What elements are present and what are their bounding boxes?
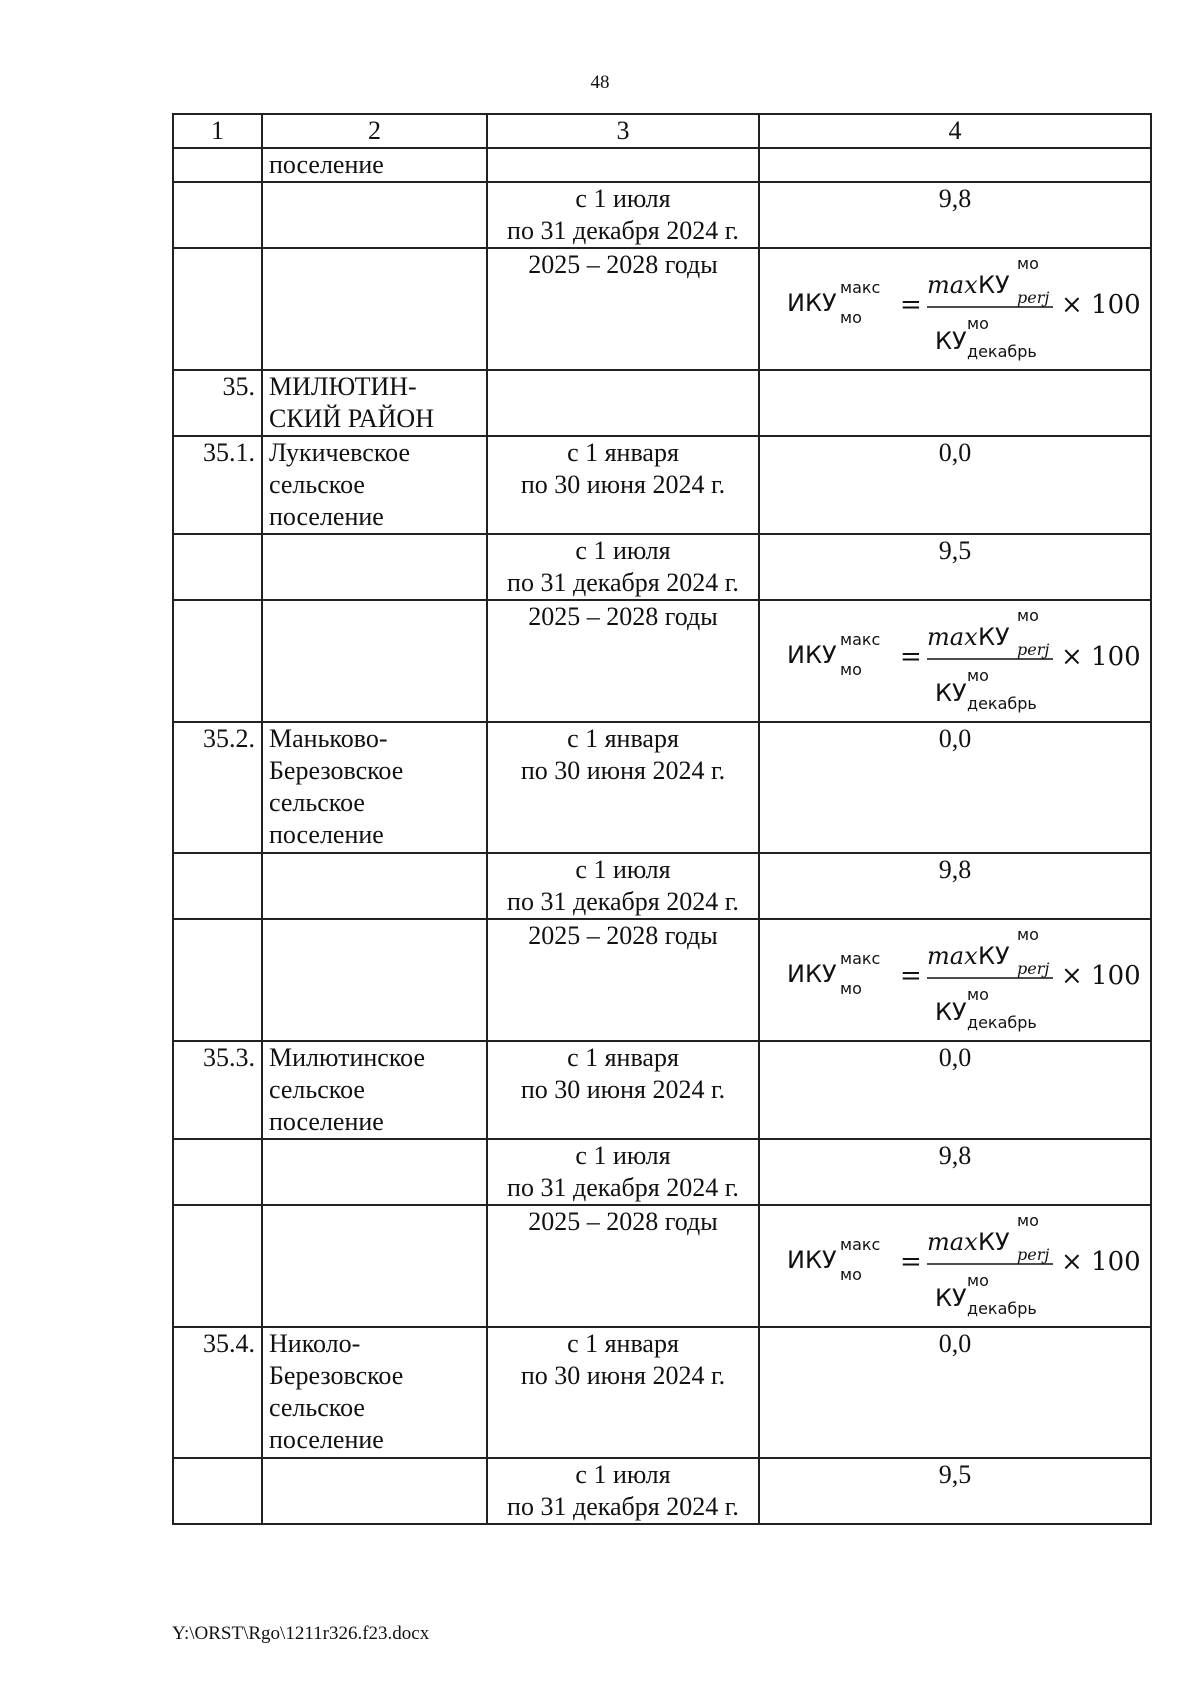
table-row bbox=[173, 1139, 1151, 1205]
column-header-3: 3 bbox=[487, 114, 759, 148]
formula-equals: = bbox=[900, 961, 922, 991]
period-cell: с 1 июля по 31 декабря 2024 г. bbox=[487, 853, 759, 919]
formula-lhs: ИКУ bbox=[787, 1246, 837, 1274]
municipality-name-cell: Лукичевское сельское поселение bbox=[262, 436, 487, 534]
formula-num-ku: КУ bbox=[978, 271, 1010, 299]
formula-lhs-sub: мо bbox=[840, 979, 862, 998]
formula-num-sub: perj bbox=[1017, 288, 1050, 307]
formula-lhs: ИКУ bbox=[787, 289, 837, 317]
formula-lhs-sup: макс bbox=[840, 949, 881, 968]
column-header-1: 1 bbox=[173, 114, 262, 148]
row-number-cell bbox=[173, 148, 262, 182]
row-number-cell: 35.2. bbox=[173, 722, 262, 853]
municipality-name-cell bbox=[262, 534, 487, 600]
period-cell: с 1 января по 30 июня 2024 г. bbox=[487, 722, 759, 853]
table-row bbox=[173, 853, 1151, 919]
period-cell: с 1 июля по 31 декабря 2024 г. bbox=[487, 534, 759, 600]
formula-lhs-sup: макс bbox=[840, 278, 881, 297]
iku-formula bbox=[785, 1206, 1141, 1318]
table-body bbox=[173, 148, 1151, 1524]
formula-times-100: × 100 bbox=[1061, 290, 1141, 320]
formula-den-ku: КУ bbox=[935, 998, 967, 1026]
table-row bbox=[173, 919, 1151, 1041]
formula-num-ku: КУ bbox=[978, 623, 1010, 651]
page-number: 48 bbox=[590, 72, 610, 93]
formula-den-sub: декабрь bbox=[967, 694, 1037, 713]
municipality-name-cell bbox=[262, 600, 487, 722]
formula-den-ku: КУ bbox=[935, 327, 967, 355]
row-number-cell bbox=[173, 1458, 262, 1524]
formula-num-sup: мо bbox=[1017, 1211, 1039, 1230]
formula-cell bbox=[759, 248, 1151, 370]
row-number-cell bbox=[173, 853, 262, 919]
formula-num-ku: КУ bbox=[978, 1228, 1010, 1256]
formula-max: max bbox=[927, 942, 978, 970]
formula-den-sup: мо bbox=[967, 985, 989, 1004]
period-cell: 2025 – 2028 годы bbox=[487, 600, 759, 722]
period-cell: с 1 июля по 31 декабря 2024 г. bbox=[487, 1139, 759, 1205]
file-path-footer: Y:\ORST\Rgo\1211r326.f23.docx bbox=[172, 1623, 430, 1644]
value-cell: 0,0 bbox=[759, 436, 1151, 534]
table-row bbox=[173, 600, 1151, 722]
row-number-cell: 35. bbox=[173, 370, 262, 436]
formula-den-sup: мо bbox=[967, 314, 989, 333]
period-cell bbox=[487, 370, 759, 436]
period-cell: 2025 – 2028 годы bbox=[487, 1205, 759, 1327]
table-row bbox=[173, 370, 1151, 436]
table-row bbox=[173, 248, 1151, 370]
table-row bbox=[173, 148, 1151, 182]
formula-max: max bbox=[927, 271, 978, 299]
formula-den-sub: декабрь bbox=[967, 1013, 1037, 1032]
formula-lhs-sub: мо bbox=[840, 1265, 862, 1284]
municipality-name-cell bbox=[262, 1458, 487, 1524]
row-number-cell bbox=[173, 1205, 262, 1327]
formula-cell bbox=[759, 919, 1151, 1041]
value-cell bbox=[759, 148, 1151, 182]
municipality-name-cell: Николо- Березовское сельское поселение bbox=[262, 1327, 487, 1458]
formula-num-sub: perj bbox=[1017, 1245, 1050, 1264]
formula-den-sup: мо bbox=[967, 666, 989, 685]
formula-times-100: × 100 bbox=[1061, 642, 1141, 672]
table-row bbox=[173, 1458, 1151, 1524]
table-row bbox=[173, 436, 1151, 534]
formula-den-ku: КУ bbox=[935, 1284, 967, 1312]
municipality-name-cell: Маньково- Березовское сельское поселение bbox=[262, 722, 487, 853]
value-cell: 0,0 bbox=[759, 722, 1151, 853]
formula-lhs-sup: макс bbox=[840, 630, 881, 649]
formula-max: max bbox=[927, 623, 978, 651]
period-cell: с 1 июля по 31 декабря 2024 г. bbox=[487, 182, 759, 248]
period-cell: 2025 – 2028 годы bbox=[487, 919, 759, 1041]
table-row bbox=[173, 1327, 1151, 1458]
data-table bbox=[172, 113, 1152, 1525]
formula-den-sup: мо bbox=[967, 1271, 989, 1290]
period-cell: с 1 января по 30 июня 2024 г. bbox=[487, 436, 759, 534]
header-row bbox=[173, 114, 1151, 148]
formula-num-sub: perj bbox=[1017, 959, 1050, 978]
table-row bbox=[173, 1041, 1151, 1139]
formula-den-sub: декабрь bbox=[967, 342, 1037, 361]
formula-num-sup: мо bbox=[1017, 254, 1039, 273]
row-number-cell bbox=[173, 534, 262, 600]
period-cell bbox=[487, 148, 759, 182]
formula-equals: = bbox=[900, 642, 922, 672]
municipality-name-cell bbox=[262, 919, 487, 1041]
iku-formula bbox=[785, 920, 1141, 1032]
row-number-cell bbox=[173, 600, 262, 722]
municipality-name-cell bbox=[262, 1139, 487, 1205]
row-number-cell bbox=[173, 919, 262, 1041]
value-cell: 9,8 bbox=[759, 853, 1151, 919]
formula-lhs: ИКУ bbox=[787, 641, 837, 669]
row-number-cell bbox=[173, 248, 262, 370]
column-header-4: 4 bbox=[759, 114, 1151, 148]
row-number-cell: 35.1. bbox=[173, 436, 262, 534]
period-cell: с 1 июля по 31 декабря 2024 г. bbox=[487, 1458, 759, 1524]
period-cell: 2025 – 2028 годы bbox=[487, 248, 759, 370]
iku-formula bbox=[785, 249, 1141, 361]
period-cell: с 1 января по 30 июня 2024 г. bbox=[487, 1327, 759, 1458]
formula-lhs-sup: макс bbox=[840, 1235, 881, 1254]
formula-num-sub: perj bbox=[1017, 640, 1050, 659]
value-cell: 0,0 bbox=[759, 1327, 1151, 1458]
column-header-2: 2 bbox=[262, 114, 487, 148]
municipality-name-cell bbox=[262, 248, 487, 370]
formula-equals: = bbox=[900, 290, 922, 320]
period-cell: с 1 января по 30 июня 2024 г. bbox=[487, 1041, 759, 1139]
value-cell: 9,5 bbox=[759, 1458, 1151, 1524]
row-number-cell: 35.4. bbox=[173, 1327, 262, 1458]
formula-den-ku: КУ bbox=[935, 679, 967, 707]
table-row bbox=[173, 534, 1151, 600]
iku-formula bbox=[785, 601, 1141, 713]
municipality-name-cell bbox=[262, 182, 487, 248]
formula-times-100: × 100 bbox=[1061, 1247, 1141, 1277]
row-number-cell: 35.3. bbox=[173, 1041, 262, 1139]
municipality-name-cell: МИЛЮТИН- СКИЙ РАЙОН bbox=[262, 370, 487, 436]
formula-equals: = bbox=[900, 1247, 922, 1277]
value-cell: 0,0 bbox=[759, 1041, 1151, 1139]
formula-times-100: × 100 bbox=[1061, 961, 1141, 991]
formula-lhs-sub: мо bbox=[840, 308, 862, 327]
table-row bbox=[173, 1205, 1151, 1327]
value-cell: 9,8 bbox=[759, 182, 1151, 248]
municipality-name-cell: Милютинское сельское поселение bbox=[262, 1041, 487, 1139]
formula-num-sup: мо bbox=[1017, 606, 1039, 625]
row-number-cell bbox=[173, 182, 262, 248]
formula-num-ku: КУ bbox=[978, 942, 1010, 970]
value-cell bbox=[759, 370, 1151, 436]
municipality-name-cell bbox=[262, 1205, 487, 1327]
formula-lhs: ИКУ bbox=[787, 960, 837, 988]
value-cell: 9,5 bbox=[759, 534, 1151, 600]
formula-num-sup: мо bbox=[1017, 925, 1039, 944]
municipality-name-cell: поселение bbox=[262, 148, 487, 182]
table-row bbox=[173, 722, 1151, 853]
formula-lhs-sub: мо bbox=[840, 660, 862, 679]
formula-cell bbox=[759, 1205, 1151, 1327]
value-cell: 9,8 bbox=[759, 1139, 1151, 1205]
municipality-name-cell bbox=[262, 853, 487, 919]
formula-den-sub: декабрь bbox=[967, 1299, 1037, 1318]
formula-cell bbox=[759, 600, 1151, 722]
row-number-cell bbox=[173, 1139, 262, 1205]
table-row bbox=[173, 182, 1151, 248]
formula-max: max bbox=[927, 1228, 978, 1256]
